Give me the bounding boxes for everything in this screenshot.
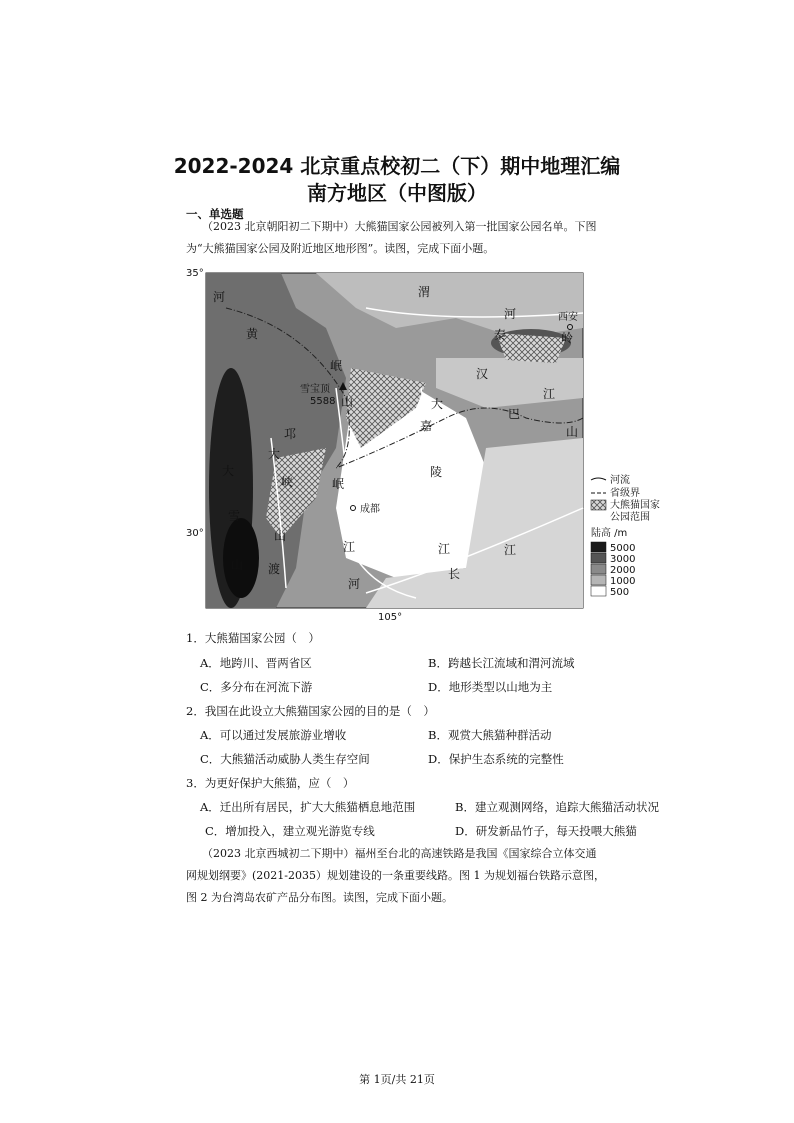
label-xuebaoding: 雪宝顶	[300, 384, 330, 395]
intro-paragraph-1: （2023 北京朝阳初二下期中）大熊猫国家公园被列入第一批国家公园名单。下图为“大熊猫国家公园及附近地区地形图”。读图，完成下面小题。	[186, 220, 597, 255]
legend-river: 河流	[610, 475, 630, 486]
label-min1: 岷	[330, 359, 343, 373]
elev-label-3000: 3000	[610, 554, 636, 565]
q2-option-d[interactable]: D．保护生态系统的完整性	[428, 752, 564, 766]
label-xue: 雪	[228, 509, 241, 523]
legend-elev-title: 陆高 /m	[591, 528, 628, 539]
label-qin: 秦	[494, 328, 507, 342]
label-he-left: 河	[213, 290, 226, 304]
elev-label-1000: 1000	[610, 576, 636, 587]
label-huang: 黄	[246, 327, 259, 341]
label-du: 渡	[268, 562, 281, 576]
legend-park-2: 公园范围	[610, 512, 650, 523]
label-ling: 岭	[561, 331, 574, 345]
label-shan-ba: 山	[566, 425, 579, 439]
legend-border: 省级界	[610, 488, 640, 499]
panda-park-qinling	[496, 333, 566, 363]
elev-swatch-5000	[591, 542, 606, 552]
label-min2: 岷	[332, 477, 345, 491]
map-frame	[206, 273, 583, 608]
q3-option-d[interactable]: D．研发新品竹子，每天投喂大熊猫	[455, 824, 637, 838]
question-2-stem: 2．我国在此设立大熊猫国家公园的目的是（ ）	[186, 704, 435, 718]
elev-swatch-3000	[591, 553, 606, 563]
section-heading: 一、单选题	[186, 207, 244, 221]
elev-swatch-500	[591, 586, 606, 596]
q1-option-d[interactable]: D．地形类型以山地为主	[428, 680, 553, 694]
label-jiang-han: 江	[543, 387, 556, 401]
label-shan-left: 山	[231, 558, 244, 572]
elev-swatch-1000	[591, 575, 606, 585]
label-da2: 大	[268, 447, 281, 461]
elev-label-2000: 2000	[610, 565, 636, 576]
label-jiang4: 江	[504, 543, 517, 557]
q2-option-c[interactable]: C．大熊猫活动威胁人类生存空间	[200, 752, 370, 766]
elev-label-5000: 5000	[610, 543, 636, 554]
label-chang: 长	[448, 567, 461, 581]
label-jiang3: 江	[343, 540, 356, 554]
label-ba: 巴	[508, 407, 521, 421]
doc-title-line2: 南方地区（中图版）	[307, 181, 487, 205]
legend-river-icon	[591, 478, 606, 480]
q3-option-c[interactable]: C．增加投入，建立观光游览专线	[205, 824, 375, 838]
q1-option-a[interactable]: A．地跨川、晋两省区	[200, 656, 312, 670]
page-footer: 第 1页/共 21页	[359, 1073, 435, 1086]
label-shan2: 山	[274, 529, 287, 543]
label-ling2: 陵	[430, 465, 443, 479]
label-da-left: 大	[222, 464, 235, 478]
legend	[591, 473, 660, 598]
elev-swatch-2000	[591, 564, 606, 574]
label-xia: 峡	[281, 475, 294, 489]
label-chengdu: 成都	[360, 504, 380, 515]
q1-option-b[interactable]: B．跨越长江流域和渭河流域	[428, 656, 575, 670]
label-wei: 渭	[418, 285, 431, 299]
label-jiang2: 江	[438, 542, 451, 556]
q3-option-b[interactable]: B．建立观测网络，追踪大熊猫活动状况	[455, 800, 659, 814]
legend-park-icon	[591, 500, 606, 510]
lon-105: 105°	[378, 612, 403, 623]
elev-label-500: 500	[610, 587, 630, 598]
label-han: 汉	[476, 367, 489, 381]
q3-option-a[interactable]: A．迁出所有居民，扩大大熊猫栖息地范围	[200, 800, 416, 814]
label-da3: 大	[431, 397, 444, 411]
intro-paragraph-2: （2023 北京西城初二下期中）福州至台北的高速铁路是我国《国家综合立体交通网规划纲要》(2021-2035）规划建设的一条重要线路。图 1 为规划福台铁路示意图，图 2 为台湾岛农矿产品分布图。读图，完成下面小题。	[186, 847, 605, 904]
elevation-legend	[591, 542, 635, 598]
label-he-right: 河	[504, 307, 517, 321]
q1-option-c[interactable]: C．多分布在河流下游	[200, 680, 313, 694]
label-xian: 西安	[558, 312, 578, 323]
question-1-stem: 1．大熊猫国家公园（ ）	[186, 631, 320, 645]
legend-park-1: 大熊猫国家	[610, 500, 660, 511]
q2-option-b[interactable]: B．观赏大熊猫种群活动	[428, 728, 552, 742]
label-shan1: 山	[341, 395, 354, 409]
label-jia: 嘉	[420, 419, 433, 433]
label-qiong: 邛	[284, 427, 297, 441]
lat-30: 30°	[186, 528, 204, 539]
question-3-stem: 3．为更好保护大熊猫，应（ ）	[186, 776, 355, 790]
label-he-du: 河	[348, 577, 361, 591]
label-elevation: 5588	[310, 396, 336, 407]
lat-35: 35°	[186, 268, 204, 279]
terrain-map	[186, 268, 676, 623]
doc-title-line1: 2022-2024 北京重点校初二（下）期中地理汇编	[173, 154, 621, 178]
q2-option-a[interactable]: A．可以通过发展旅游业增收	[200, 728, 347, 742]
